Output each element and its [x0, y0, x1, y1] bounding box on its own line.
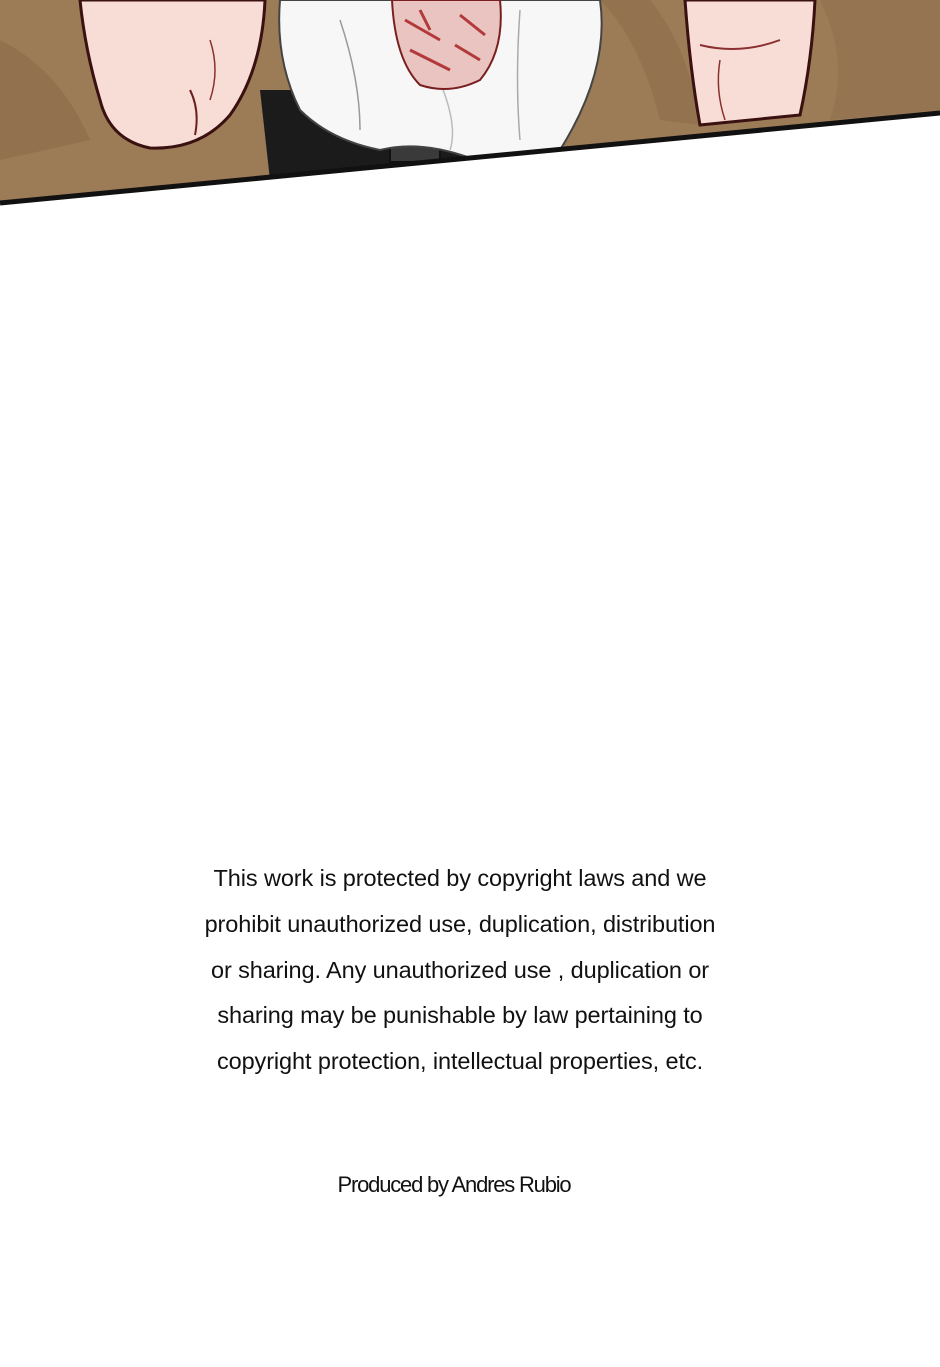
copyright-notice-line-3: or sharing. Any unauthorized use , duplication or — [210, 956, 710, 983]
producer-credit: Produced by Andres Rubio — [337, 1172, 571, 1197]
copyright-notice-line-2: prohibit unauthorized use, duplication, distribution — [204, 910, 716, 937]
copyright-notice-line-1: This work is protected by copyright laws and we — [213, 865, 707, 891]
comic-panel-illustration — [0, 0, 940, 210]
copyright-notice-line-4: sharing may be punishable by law pertaining to — [217, 1002, 703, 1029]
copyright-notice-line-5: copyright protection, intellectual properties, etc. — [216, 1048, 704, 1075]
copyright-notice — [170, 856, 750, 1085]
